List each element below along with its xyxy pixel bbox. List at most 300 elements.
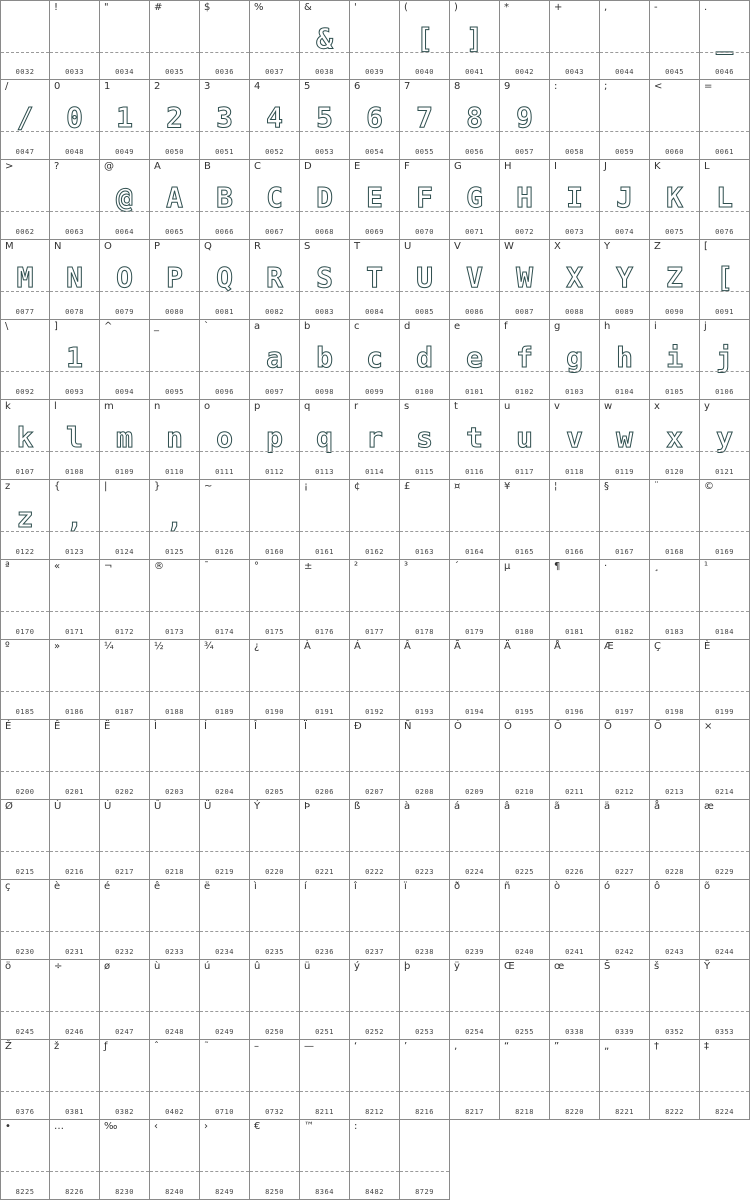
glyph-cell[interactable] (450, 80, 500, 160)
glyph-cell[interactable] (700, 320, 750, 400)
glyph-cell[interactable] (500, 400, 550, 480)
glyph-cell[interactable] (700, 880, 750, 960)
glyph-cell[interactable] (0, 1120, 50, 1200)
glyph-cell[interactable] (400, 1120, 450, 1200)
glyph-cell[interactable] (150, 800, 200, 880)
glyph-cell[interactable] (0, 640, 50, 720)
glyph-cell[interactable] (150, 240, 200, 320)
character-label: â (504, 801, 511, 812)
code-label: 0238 (415, 948, 434, 956)
glyph-cell[interactable] (600, 720, 650, 800)
glyph-cell[interactable] (50, 880, 100, 960)
glyph-cell[interactable] (450, 240, 500, 320)
glyph-cell[interactable] (250, 1040, 300, 1120)
baseline-divider (500, 691, 549, 692)
glyph-cell[interactable] (300, 80, 350, 160)
glyph-cell[interactable] (50, 240, 100, 320)
glyph-cell[interactable] (650, 560, 700, 640)
glyph-cell[interactable] (450, 640, 500, 720)
glyph-cell[interactable] (250, 720, 300, 800)
glyph-cell[interactable] (0, 400, 50, 480)
glyph-cell[interactable] (600, 560, 650, 640)
character-label: [ (704, 241, 708, 252)
character-label: p (254, 401, 261, 412)
glyph-cell[interactable] (300, 1040, 350, 1120)
glyph-cell[interactable] (600, 320, 650, 400)
glyph-preview (200, 902, 249, 934)
glyph-cell[interactable] (550, 960, 600, 1040)
baseline-divider (350, 611, 399, 612)
character-label: É (5, 721, 12, 732)
glyph-cell[interactable] (0, 1040, 50, 1120)
glyph-preview (400, 902, 449, 934)
code-label: 0107 (15, 468, 35, 476)
glyph-cell[interactable] (150, 0, 200, 80)
glyph-cell[interactable] (550, 800, 600, 880)
glyph-cell[interactable] (400, 160, 450, 240)
glyph-preview (700, 902, 749, 934)
glyph-cell[interactable] (400, 800, 450, 880)
glyph-cell[interactable] (50, 720, 100, 800)
baseline-divider (100, 211, 149, 212)
glyph-cell[interactable] (100, 400, 150, 480)
glyph-cell[interactable] (650, 960, 700, 1040)
glyph-cell[interactable] (300, 720, 350, 800)
glyph-cell[interactable] (650, 240, 700, 320)
glyph-cell[interactable] (150, 320, 200, 400)
glyph-cell[interactable] (400, 480, 450, 560)
character-label: ˆ (154, 1041, 159, 1052)
glyph-cell[interactable] (50, 960, 100, 1040)
code-label: 0166 (565, 548, 584, 556)
glyph-cell[interactable] (100, 160, 150, 240)
glyph-cell[interactable] (50, 320, 100, 400)
glyph-cell[interactable] (650, 720, 700, 800)
glyph-cell[interactable] (250, 800, 300, 880)
glyph-cell[interactable] (400, 80, 450, 160)
glyph-preview: q (316, 421, 333, 454)
glyph-cell[interactable] (200, 800, 250, 880)
glyph-cell[interactable] (600, 160, 650, 240)
glyph-cell[interactable] (200, 960, 250, 1040)
glyph-cell[interactable] (550, 720, 600, 800)
glyph-cell[interactable] (300, 1120, 350, 1200)
glyph-cell[interactable] (450, 800, 500, 880)
glyph-cell[interactable] (450, 400, 500, 480)
glyph-cell[interactable] (100, 80, 150, 160)
baseline-divider (150, 451, 199, 452)
glyph-cell[interactable] (50, 800, 100, 880)
glyph-cell[interactable] (250, 160, 300, 240)
glyph-cell[interactable] (0, 240, 50, 320)
glyph-cell[interactable] (600, 960, 650, 1040)
character-label: ä (604, 801, 611, 812)
glyph-cell[interactable] (100, 480, 150, 560)
glyph-cell[interactable] (150, 880, 200, 960)
glyph-cell[interactable] (50, 1120, 100, 1200)
glyph-cell[interactable] (500, 480, 550, 560)
glyph-cell[interactable] (500, 160, 550, 240)
glyph-cell[interactable] (350, 560, 400, 640)
baseline-divider (50, 211, 99, 212)
glyph-cell[interactable] (200, 1120, 250, 1200)
baseline-divider (600, 52, 649, 53)
glyph-cell[interactable] (500, 80, 550, 160)
glyph-cell[interactable] (100, 960, 150, 1040)
glyph-cell[interactable] (250, 1120, 300, 1200)
glyph-cell[interactable] (350, 400, 400, 480)
glyph-cell[interactable] (600, 240, 650, 320)
glyph-cell[interactable] (150, 560, 200, 640)
baseline-divider (650, 1091, 699, 1092)
glyph-cell[interactable] (100, 880, 150, 960)
glyph-cell[interactable] (700, 80, 750, 160)
glyph-cell[interactable] (650, 1040, 700, 1120)
glyph-cell[interactable] (250, 480, 300, 560)
glyph-cell[interactable] (0, 160, 50, 240)
character-label: r (354, 401, 359, 412)
glyph-cell[interactable] (200, 720, 250, 800)
glyph-cell[interactable] (300, 0, 350, 80)
glyph-cell[interactable] (150, 960, 200, 1040)
glyph-cell[interactable] (400, 640, 450, 720)
glyph-cell[interactable] (400, 1040, 450, 1120)
glyph-cell[interactable] (500, 720, 550, 800)
baseline-divider (400, 371, 449, 372)
glyph-preview (400, 822, 449, 854)
glyph-cell[interactable] (350, 1120, 400, 1200)
glyph-cell[interactable] (400, 240, 450, 320)
glyph-cell[interactable] (500, 240, 550, 320)
glyph-preview: a (266, 341, 283, 374)
glyph-cell[interactable] (550, 880, 600, 960)
baseline-divider (600, 1091, 649, 1092)
glyph-preview (500, 23, 549, 55)
glyph-cell[interactable] (350, 480, 400, 560)
character-label: 3 (204, 81, 211, 92)
character-label: H (504, 161, 512, 172)
character-label: @ (104, 161, 114, 172)
code-label: 0160 (265, 548, 284, 556)
character-label: ^ (104, 321, 113, 332)
code-label: 0069 (365, 228, 384, 236)
character-label: : (354, 1121, 358, 1132)
glyph-cell[interactable] (0, 80, 50, 160)
glyph-preview (200, 1062, 249, 1094)
glyph-cell[interactable] (450, 720, 500, 800)
glyph-cell[interactable] (450, 480, 500, 560)
glyph-cell[interactable] (150, 1040, 200, 1120)
glyph-cell[interactable] (450, 560, 500, 640)
glyph-cell[interactable] (250, 320, 300, 400)
glyph-cell[interactable] (700, 1040, 750, 1120)
glyph-cell[interactable] (600, 80, 650, 160)
glyph-cell[interactable] (350, 720, 400, 800)
glyph-cell[interactable] (50, 640, 100, 720)
glyph-cell[interactable] (250, 560, 300, 640)
code-label: 0168 (665, 548, 684, 556)
glyph-cell[interactable] (250, 240, 300, 320)
glyph-cell[interactable] (650, 800, 700, 880)
glyph-cell[interactable] (200, 560, 250, 640)
code-label: 0221 (315, 868, 334, 876)
glyph-cell[interactable] (250, 80, 300, 160)
code-label: 0222 (365, 868, 384, 876)
glyph-cell[interactable] (600, 800, 650, 880)
code-label: 0209 (465, 788, 484, 796)
glyph-cell[interactable] (600, 400, 650, 480)
glyph-cell[interactable] (50, 80, 100, 160)
glyph-cell[interactable] (100, 800, 150, 880)
baseline-divider (500, 1091, 549, 1092)
glyph-cell[interactable] (450, 880, 500, 960)
glyph-preview (400, 1062, 449, 1094)
glyph-cell[interactable] (400, 960, 450, 1040)
character-label: n (154, 401, 161, 412)
glyph-cell[interactable] (200, 1040, 250, 1120)
glyph-cell[interactable] (400, 720, 450, 800)
code-label: 0201 (65, 788, 84, 796)
glyph-cell[interactable] (300, 160, 350, 240)
glyph-cell[interactable] (300, 640, 350, 720)
glyph-cell[interactable] (150, 80, 200, 160)
glyph-cell[interactable] (200, 0, 250, 80)
glyph-cell[interactable] (500, 1040, 550, 1120)
glyph-cell[interactable] (250, 960, 300, 1040)
glyph-cell[interactable] (100, 240, 150, 320)
glyph-preview: g (566, 341, 583, 374)
glyph-cell[interactable] (100, 1040, 150, 1120)
glyph-cell[interactable] (700, 480, 750, 560)
code-label: 0082 (265, 308, 284, 316)
glyph-cell[interactable] (100, 640, 150, 720)
glyph-cell[interactable] (50, 1040, 100, 1120)
glyph-cell[interactable] (300, 320, 350, 400)
glyph-cell[interactable] (350, 640, 400, 720)
glyph-cell[interactable] (200, 80, 250, 160)
glyph-cell[interactable] (650, 0, 700, 80)
glyph-preview: y (716, 421, 733, 454)
glyph-cell[interactable] (650, 880, 700, 960)
baseline-divider (350, 691, 399, 692)
glyph-cell[interactable] (700, 240, 750, 320)
glyph-preview: m (116, 421, 133, 454)
glyph-cell[interactable] (600, 0, 650, 80)
glyph-cell[interactable] (150, 160, 200, 240)
glyph-preview: S (316, 261, 333, 294)
glyph-cell[interactable] (650, 400, 700, 480)
glyph-cell[interactable] (300, 800, 350, 880)
glyph-cell[interactable] (600, 640, 650, 720)
glyph-cell[interactable] (450, 320, 500, 400)
glyph-cell[interactable] (600, 1040, 650, 1120)
glyph-cell[interactable] (400, 880, 450, 960)
baseline-divider (150, 211, 199, 212)
glyph-cell[interactable] (300, 240, 350, 320)
glyph-cell[interactable] (350, 0, 400, 80)
glyph-cell[interactable] (550, 640, 600, 720)
glyph-cell[interactable] (350, 240, 400, 320)
glyph-cell[interactable] (50, 560, 100, 640)
baseline-divider (150, 52, 199, 53)
glyph-cell[interactable] (250, 640, 300, 720)
glyph-cell[interactable] (650, 480, 700, 560)
glyph-cell[interactable] (550, 0, 600, 80)
baseline-divider (1, 931, 49, 932)
glyph-cell[interactable] (0, 0, 50, 80)
character-label: À (304, 641, 311, 652)
glyph-cell[interactable] (500, 800, 550, 880)
glyph-preview: & (316, 22, 333, 55)
code-label: 8225 (15, 1188, 35, 1196)
code-label: 0206 (315, 788, 334, 796)
glyph-preview (150, 902, 199, 934)
glyph-preview (250, 662, 299, 694)
glyph-cell[interactable] (0, 320, 50, 400)
glyph-cell[interactable] (200, 480, 250, 560)
glyph-cell[interactable] (700, 800, 750, 880)
glyph-cell[interactable] (450, 1040, 500, 1120)
glyph-cell[interactable] (250, 400, 300, 480)
code-label: 0242 (615, 948, 634, 956)
glyph-cell[interactable] (700, 720, 750, 800)
glyph-cell[interactable] (150, 400, 200, 480)
glyph-cell[interactable] (250, 880, 300, 960)
glyph-cell[interactable] (0, 880, 50, 960)
glyph-cell[interactable] (450, 960, 500, 1040)
character-label: Ó (504, 721, 512, 732)
glyph-cell[interactable] (200, 880, 250, 960)
glyph-cell[interactable] (500, 560, 550, 640)
glyph-cell[interactable] (350, 80, 400, 160)
glyph-cell[interactable] (700, 560, 750, 640)
glyph-cell[interactable] (700, 640, 750, 720)
glyph-cell[interactable] (350, 160, 400, 240)
glyph-cell[interactable] (550, 80, 600, 160)
glyph-cell[interactable] (600, 880, 650, 960)
glyph-cell[interactable] (400, 400, 450, 480)
glyph-cell[interactable] (100, 720, 150, 800)
baseline-divider (450, 691, 499, 692)
glyph-cell[interactable] (700, 400, 750, 480)
code-label: 0188 (165, 708, 184, 716)
glyph-cell[interactable] (400, 0, 450, 80)
glyph-cell[interactable] (150, 1120, 200, 1200)
code-label: 0059 (615, 148, 634, 156)
glyph-cell[interactable] (550, 240, 600, 320)
glyph-cell[interactable] (200, 400, 250, 480)
glyph-cell[interactable] (500, 320, 550, 400)
glyph-cell[interactable] (350, 960, 400, 1040)
glyph-cell[interactable] (650, 320, 700, 400)
glyph-cell[interactable] (100, 560, 150, 640)
glyph-cell[interactable] (500, 880, 550, 960)
glyph-cell[interactable] (50, 480, 100, 560)
glyph-cell[interactable] (0, 720, 50, 800)
glyph-cell[interactable] (200, 320, 250, 400)
glyph-cell[interactable] (300, 560, 350, 640)
character-label: î (354, 881, 357, 892)
glyph-cell[interactable] (200, 160, 250, 240)
baseline-divider (500, 851, 549, 852)
glyph-cell[interactable] (150, 480, 200, 560)
glyph-cell[interactable] (650, 80, 700, 160)
glyph-cell[interactable] (0, 560, 50, 640)
glyph-cell[interactable] (100, 0, 150, 80)
glyph-cell[interactable] (0, 800, 50, 880)
character-label: A (154, 161, 161, 172)
glyph-cell[interactable] (150, 720, 200, 800)
glyph-cell[interactable] (550, 480, 600, 560)
glyph-cell[interactable] (650, 160, 700, 240)
baseline-divider (250, 851, 299, 852)
code-label: 0066 (215, 228, 234, 236)
glyph-preview: Z (666, 261, 683, 294)
glyph-cell[interactable] (400, 320, 450, 400)
glyph-cell[interactable] (350, 320, 400, 400)
character-label: g (554, 321, 561, 332)
baseline-divider (550, 851, 599, 852)
character-label: h (604, 321, 611, 332)
glyph-cell[interactable] (450, 0, 500, 80)
glyph-cell[interactable] (700, 160, 750, 240)
character-label: ñ (504, 881, 511, 892)
glyph-cell[interactable] (50, 0, 100, 80)
glyph-cell[interactable] (500, 960, 550, 1040)
glyph-cell[interactable] (200, 640, 250, 720)
glyph-cell[interactable] (100, 1120, 150, 1200)
glyph-cell[interactable] (50, 160, 100, 240)
glyph-cell[interactable] (300, 960, 350, 1040)
glyph-cell[interactable] (650, 640, 700, 720)
glyph-cell[interactable] (450, 160, 500, 240)
glyph-cell[interactable] (0, 960, 50, 1040)
glyph-cell[interactable] (600, 480, 650, 560)
glyph-cell[interactable] (500, 0, 550, 80)
glyph-cell[interactable] (350, 800, 400, 880)
glyph-cell[interactable] (300, 400, 350, 480)
glyph-cell[interactable] (700, 960, 750, 1040)
glyph-cell[interactable] (350, 1040, 400, 1120)
glyph-preview: x (666, 421, 683, 454)
glyph-preview (1, 662, 49, 694)
baseline-divider (550, 691, 599, 692)
character-label: ¶ (554, 561, 561, 572)
glyph-cell[interactable] (50, 400, 100, 480)
glyph-cell[interactable] (350, 880, 400, 960)
glyph-preview (200, 982, 249, 1014)
glyph-cell[interactable] (200, 240, 250, 320)
glyph-cell[interactable] (300, 880, 350, 960)
glyph-cell[interactable] (300, 480, 350, 560)
glyph-cell[interactable] (550, 400, 600, 480)
glyph-cell[interactable] (150, 640, 200, 720)
glyph-cell[interactable] (400, 560, 450, 640)
glyph-cell[interactable] (700, 0, 750, 80)
code-label: 0048 (65, 148, 84, 156)
glyph-cell[interactable] (0, 480, 50, 560)
glyph-cell[interactable] (100, 320, 150, 400)
baseline-divider (350, 451, 399, 452)
glyph-cell[interactable] (500, 640, 550, 720)
glyph-cell[interactable] (550, 160, 600, 240)
glyph-cell[interactable] (550, 560, 600, 640)
glyph-cell[interactable] (550, 1040, 600, 1120)
glyph-cell[interactable] (250, 0, 300, 80)
baseline-divider (550, 451, 599, 452)
glyph-preview (150, 662, 199, 694)
glyph-cell[interactable] (550, 320, 600, 400)
